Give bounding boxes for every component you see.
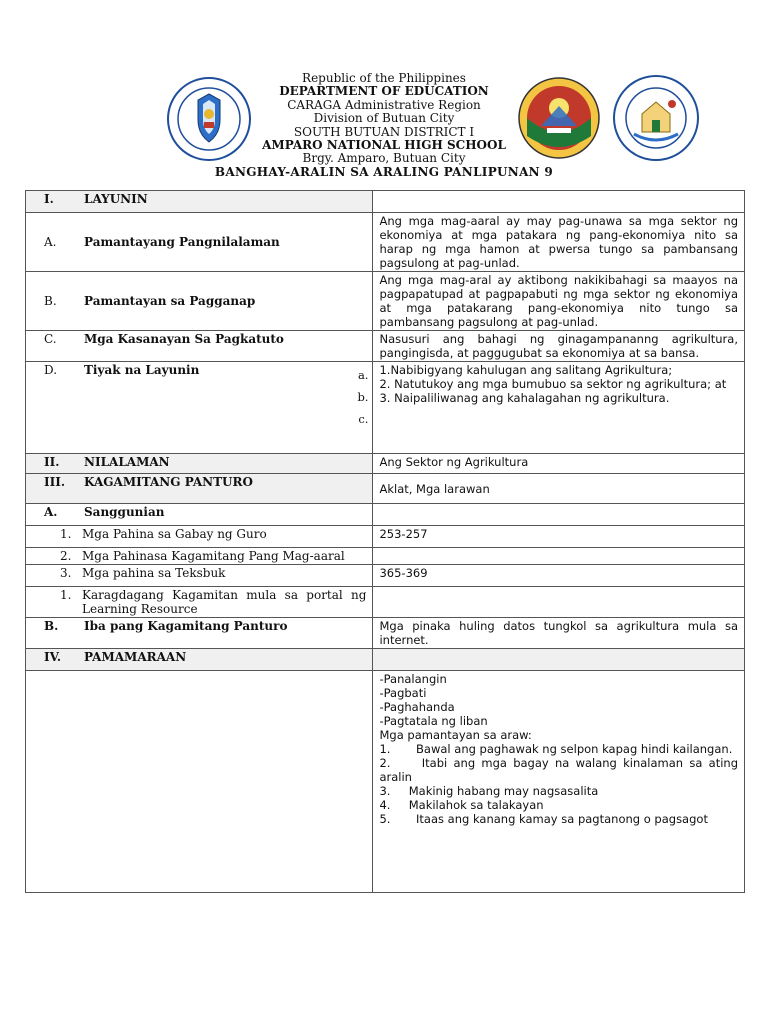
row-value: Aklat, Mga larawan bbox=[373, 474, 745, 504]
row-number: D. bbox=[44, 363, 58, 377]
row-value: Nasusuri ang bahagi ng ginagampananng agrikultura, pangingisda, at paggugubat sa ekonomiya at sa bansa. bbox=[373, 331, 745, 362]
row-label: Mga Pahina sa Gabay ng Guro bbox=[82, 527, 267, 541]
row-number: A. bbox=[44, 505, 58, 519]
table-row bbox=[26, 671, 745, 893]
row-label: Pamantayan sa Pagganap bbox=[84, 294, 256, 308]
row-number: B. bbox=[44, 294, 57, 308]
header-division: Division of Butuan City bbox=[313, 111, 455, 126]
row-number: IV. bbox=[44, 650, 62, 664]
procedure-step: 1. Bawal ang paghawak ng selpon kapag hindi kailangan. bbox=[379, 742, 733, 756]
header-address: Brgy. Amparo, Butuan City bbox=[302, 151, 466, 166]
lesson-plan-table bbox=[25, 190, 745, 893]
row-number: 1. bbox=[60, 527, 72, 541]
header-department: DEPARTMENT OF EDUCATION bbox=[279, 84, 489, 99]
table-row bbox=[26, 504, 745, 526]
procedure-step: -Panalangin bbox=[379, 672, 447, 686]
table-row bbox=[26, 362, 745, 454]
procedure-step: -Pagtatala ng liban bbox=[379, 714, 488, 728]
procedure-step: 2. Itabi ang mga bagay na walang kinalaman sa ating aralin bbox=[379, 756, 742, 784]
section-label: KAGAMITANG PANTURO bbox=[84, 475, 253, 489]
document-header bbox=[0, 72, 768, 179]
row-number: III. bbox=[44, 475, 66, 489]
table-row bbox=[26, 474, 745, 504]
row-number: 3. bbox=[60, 566, 72, 580]
table-row bbox=[26, 213, 745, 272]
objective-item: 3. Naipaliliwanag ang kahalagahan ng agrikultura. bbox=[379, 391, 670, 405]
header-region: CARAGA Administrative Region bbox=[287, 97, 481, 112]
row-number: II. bbox=[44, 455, 60, 469]
row-value: 253-257 bbox=[373, 526, 745, 548]
table-row bbox=[26, 526, 745, 548]
procedure-step: 5. Itaas ang kanang kamay sa pagtanong o pagsagot bbox=[379, 812, 708, 826]
section-label: PAMAMARAAN bbox=[84, 650, 187, 664]
row-number: A. bbox=[44, 235, 57, 249]
header-republic: Republic of the Philippines bbox=[302, 71, 466, 85]
row-label: Tiyak na Layunin bbox=[84, 363, 200, 377]
row-label: Pamantayang Pangnilalaman bbox=[84, 235, 280, 249]
table-row bbox=[26, 191, 745, 213]
row-value: Ang mga mag-aaral ay may pag-unawa sa mga sektor ng ekonomiya at mga patakara ng pang-ekonomiya nito sa harap ng mga hamon at pwersa tungo sa pambansang pagsulong at pag-unlad. bbox=[373, 213, 745, 272]
document-title: BANGHAY-ARALIN SA ARALING PANLIPUNAN 9 bbox=[214, 164, 554, 179]
procedure-step: 4. Makilahok sa talakayan bbox=[379, 798, 544, 812]
row-label: Karagdagang Kagamitan mula sa portal ng Learning Resource bbox=[82, 588, 367, 616]
row-label: Sanggunian bbox=[84, 505, 165, 519]
row-value: Mga pinaka huling datos tungkol sa agrikultura mula sa internet. bbox=[373, 618, 745, 649]
procedure-step: -Paghahanda bbox=[379, 700, 455, 714]
objective-item: 2. Natutukoy ang mga bumubuo sa sektor ng agrikultura; at bbox=[379, 377, 727, 391]
objective-letter: b. bbox=[357, 390, 369, 404]
procedure-steps bbox=[373, 671, 745, 893]
objectives-list bbox=[373, 362, 745, 454]
table-row bbox=[26, 548, 745, 565]
table-row bbox=[26, 565, 745, 587]
objective-letter: a. bbox=[357, 368, 369, 382]
row-label: Mga Kasanayan Sa Pagkatuto bbox=[84, 332, 284, 346]
procedure-step: 3. Makinig habang may nagsasalita bbox=[379, 784, 599, 798]
row-number: 2. bbox=[60, 549, 72, 563]
row-value bbox=[373, 548, 745, 565]
table-row bbox=[26, 618, 745, 649]
row-label: Mga Pahinasa Kagamitang Pang Mag-aaral bbox=[82, 549, 345, 563]
row-value: 365-369 bbox=[373, 565, 745, 587]
procedure-step: Mga pamantayan sa araw: bbox=[379, 728, 532, 742]
row-label: Iba pang Kagamitang Panturo bbox=[84, 619, 288, 633]
row-value bbox=[373, 587, 745, 618]
objective-item: 1.Nabibigyang kahulugan ang salitang Agrikultura; bbox=[379, 363, 673, 377]
row-number: I. bbox=[44, 192, 54, 206]
table-row bbox=[26, 454, 745, 474]
row-value: Ang Sektor ng Agrikultura bbox=[373, 454, 745, 474]
row-value: Ang mga mag-aral ay aktibong nakikibahagi sa maayos na pagpapatupad at pagpapabuti ng mga sektor ng ekonomiya at mga patakarang pang-ekonomiya nito tungo sa pambansang pagsulong at pag-unlad. bbox=[373, 272, 745, 331]
table-row bbox=[26, 272, 745, 331]
table-row bbox=[26, 587, 745, 618]
objective-letter: c. bbox=[358, 412, 369, 426]
row-number: C. bbox=[44, 332, 57, 346]
section-label: NILALAMAN bbox=[84, 455, 170, 469]
table-row bbox=[26, 649, 745, 671]
table-row bbox=[26, 331, 745, 362]
procedure-step: -Pagbati bbox=[379, 686, 427, 700]
row-number: 1. bbox=[60, 588, 72, 602]
row-label: Mga pahina sa Teksbuk bbox=[82, 566, 226, 580]
row-number: B. bbox=[44, 619, 59, 633]
objective-letters bbox=[357, 364, 368, 430]
section-label: LAYUNIN bbox=[84, 192, 148, 206]
header-school: AMPARO NATIONAL HIGH SCHOOL bbox=[262, 138, 506, 153]
header-district: SOUTH BUTUAN DISTRICT I bbox=[293, 124, 475, 139]
